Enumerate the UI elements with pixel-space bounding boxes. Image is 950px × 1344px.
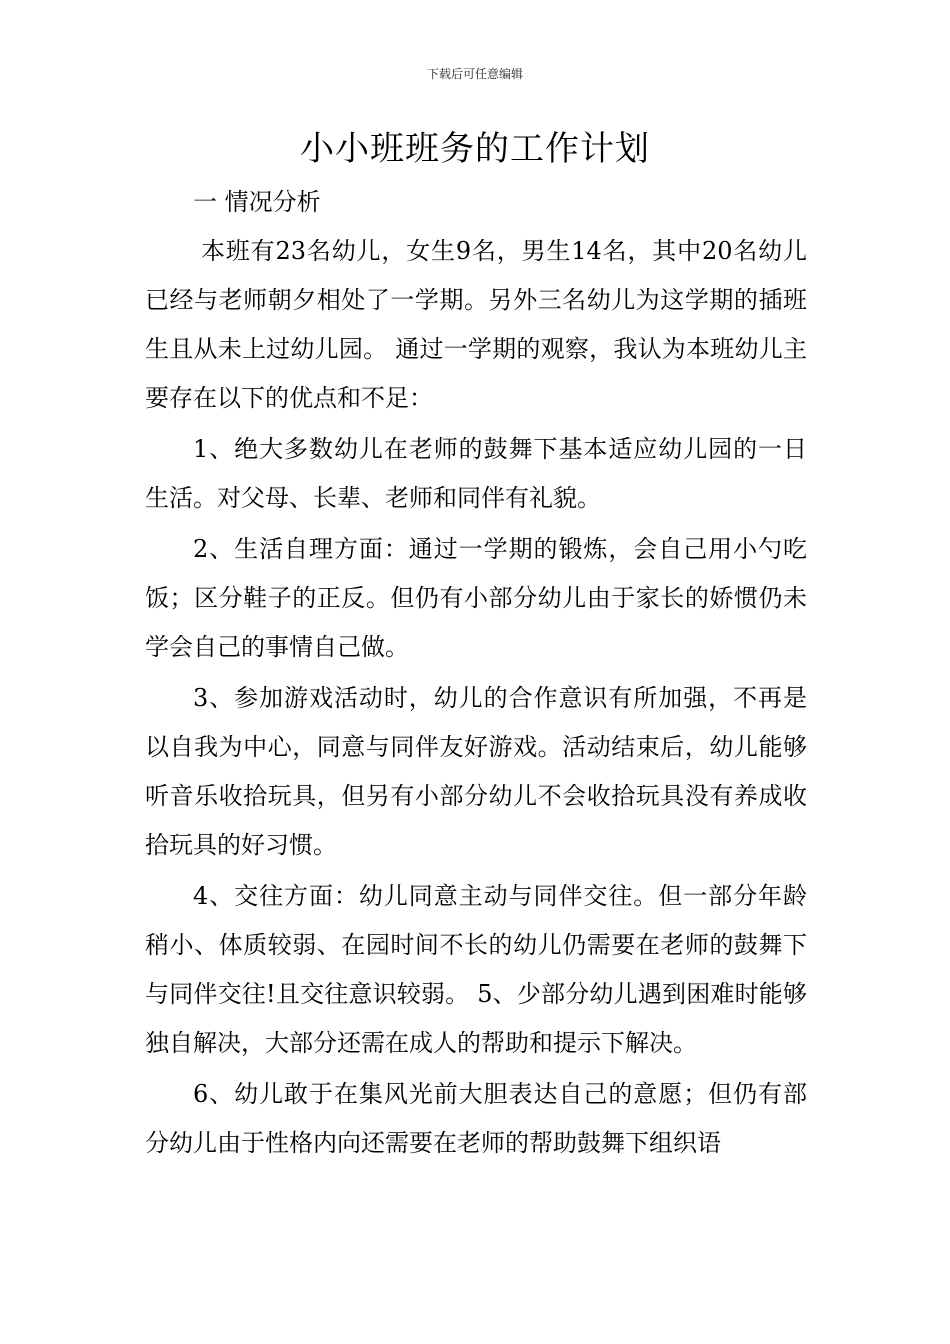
paragraph-item-2: 2、生活自理方面：通过一学期的锻炼，会自己用小勺吃饭；区分鞋子的正反。但仍有小部分幼儿由于家长的娇惯仍未学会自己的事情自己做。 (145, 535, 807, 661)
document-title: 小小班班务的工作计划 (300, 129, 650, 169)
paragraph-item-1: 1、绝大多数幼儿在老师的鼓舞下基本适应幼儿园的一日生活。对父母、长辈、老师和同伴有礼貌。 (145, 435, 807, 512)
paragraph-item-4-5: 4、交往方面：幼儿同意主动与同伴交往。但一部分年龄稍小、体质较弱、在园时间不长的幼儿仍需要在老师的鼓舞下与同伴交往!且交往意识较弱。 5、少部分幼儿遇到困难时能够独自解决，大部分还需在成人的帮助和提示下解决。 (145, 882, 807, 1057)
header-note: 下载后可任意编辑 (426, 67, 523, 81)
document-body (145, 178, 807, 1168)
paragraph-item-3: 3、参加游戏活动时，幼儿的合作意识有所加强，不再是以自我为中心，同意与同伴友好游戏。活动结束后，幼儿能够听音乐收拾玩具，但另有小部分幼儿不会收拾玩具没有养成收拾玩具的好习惯。 (145, 684, 807, 859)
paragraph-item-6: 6、幼儿敢于在集风光前大胆表达自己的意愿；但仍有部分幼儿由于性格内向还需要在老师的帮助鼓舞下组织语 (145, 1080, 807, 1157)
paragraph-overview: 本班有23名幼儿，女生9名，男生14名，其中20名幼儿已经与老师朝夕相处了一学期。另外三名幼儿为这学期的插班生且从未上过幼儿园。 通过一学期的观察，我认为本班幼儿主要存在以下的优点和不足： (145, 237, 807, 412)
section-heading: 一 情况分析 (193, 188, 321, 216)
